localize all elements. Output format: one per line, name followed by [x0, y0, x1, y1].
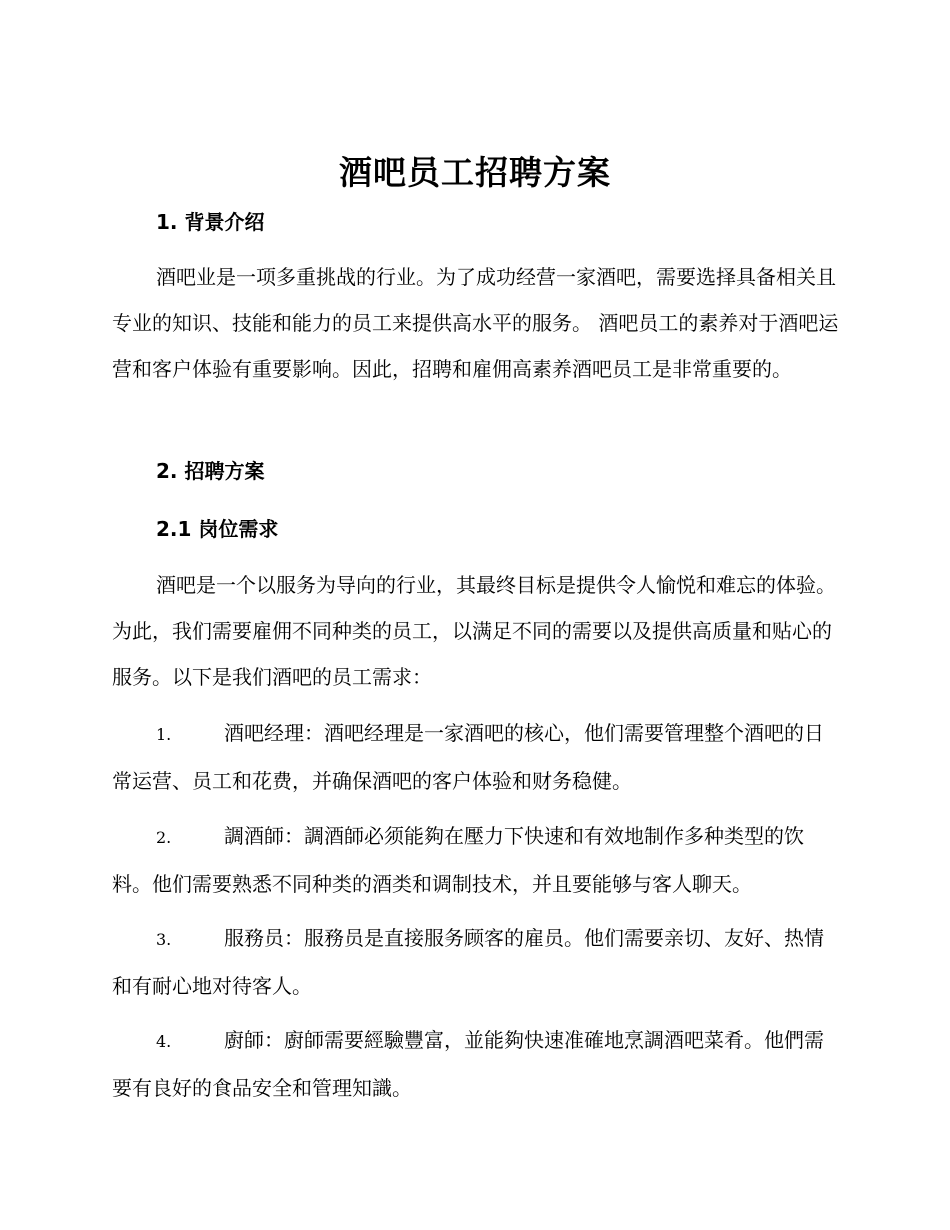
section-heading-background: 1. 背景介绍 [156, 210, 265, 234]
list-item-number: 3. [156, 930, 172, 949]
list-item-text: 調酒師：調酒師必须能夠在壓力下快速和有效地制作多种类型的饮料。他们需要熟悉不同种类的酒类和调制技术，并且要能够与客人聊天。 [112, 824, 804, 896]
list-item-text: 服務员：服務员是直接服务顾客的雇员。他们需要亲切、友好、热情和有耐心地对待客人。 [112, 926, 824, 998]
list-item [112, 915, 842, 1009]
list-item [112, 1017, 842, 1111]
paragraph-position-needs: 酒吧是一个以服务为导向的行业，其最终目标是提供令人愉悦和难忘的体验。为此，我们需要雇佣不同种类的员工，以满足不同的需要以及提供高质量和贴心的服务。以下是我们酒吧的员工需求： [112, 573, 836, 689]
paragraph-background: 酒吧业是一项多重挑战的行业。为了成功经营一家酒吧，需要选择具备相关且专业的知识、技能和能力的员工来提供高水平的服务。 酒吧员工的素养对于酒吧运营和客户体验有重要影响。因此，招聘和雇佣高素养酒吧员工是非常重要的。 [112, 265, 839, 381]
list-item-number: 1. [156, 725, 172, 744]
list-item-number: 4. [156, 1032, 172, 1051]
list-item-text: 酒吧经理：酒吧经理是一家酒吧的核心，他们需要管理整个酒吧的日常运营、员工和花费，并确保酒吧的客户体验和财务稳健。 [112, 721, 824, 793]
list-item-number: 2. [156, 828, 172, 847]
list-item-text: 廚師：廚師需要經驗豐富，並能夠快速准確地烹調酒吧菜肴。他們需要有良好的食品安全和管理知識。 [112, 1028, 824, 1100]
section-heading-position-needs: 2.1 岗位需求 [156, 517, 279, 541]
section-heading-recruitment-plan: 2. 招聘方案 [156, 459, 265, 483]
list-item [112, 710, 842, 804]
document-title: 酒吧员工招聘方案 [339, 153, 611, 192]
list-item [112, 813, 842, 907]
